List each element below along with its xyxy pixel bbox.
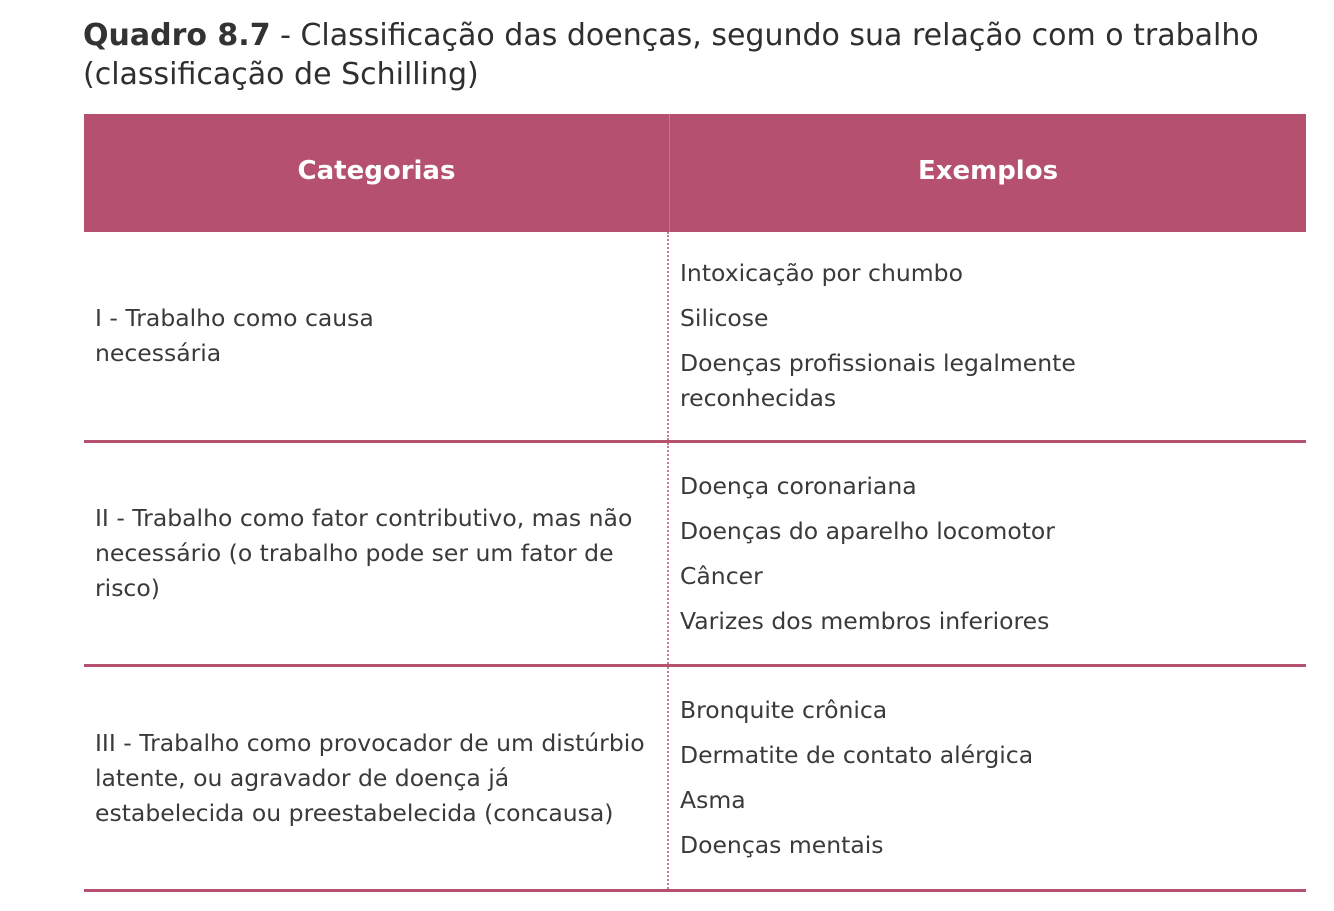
example-item: Doenças profissionais legalmente reconhecidas (680, 349, 1076, 412)
table-header (84, 114, 1306, 232)
example-item: Bronquite crônica (680, 696, 888, 724)
example-item: Intoxicação por chumbo (680, 259, 963, 287)
examples-cell (669, 232, 1306, 440)
example-item: Doença coronariana (680, 471, 917, 500)
category-cell (84, 232, 669, 440)
example-item: Doenças mentais (680, 831, 884, 859)
category-text: II - Trabalho como fator contributivo, mas não necessário (o trabalho pode ser um fator de risco) (95, 504, 633, 602)
category-text: I - Trabalho como causa necessária (95, 304, 374, 367)
example-item: Asma (680, 786, 746, 814)
example-item: Silicose (680, 304, 769, 332)
example-item: Dermatite de contato alérgica (680, 741, 1034, 769)
caption-label: Quadro 8.7 (83, 18, 271, 53)
category-cell (84, 667, 669, 889)
examples-cell (669, 667, 1306, 889)
table-caption (83, 16, 1313, 94)
example-item: Varizes dos membros inferiores (680, 606, 1050, 635)
header-exemplos: Exemplos (917, 156, 1059, 186)
example-item: Câncer (680, 561, 763, 590)
classification-table (84, 114, 1306, 892)
category-text: III - Trabalho como provocador de um distúrbio latente, ou agravador de doença já estabelecida ou preestabelecida (concausa) (95, 728, 645, 827)
caption-text: - Classificação das doenças, segundo sua relação com o trabalho (classificação de Schilling) (83, 18, 1259, 92)
examples-cell (669, 443, 1306, 664)
table-row (84, 232, 1306, 443)
category-cell (84, 443, 669, 664)
table-row (84, 667, 1306, 892)
table-row (84, 443, 1306, 667)
header-categorias: Categorias (84, 114, 670, 232)
example-item: Doenças do aparelho locomotor (680, 516, 1055, 545)
